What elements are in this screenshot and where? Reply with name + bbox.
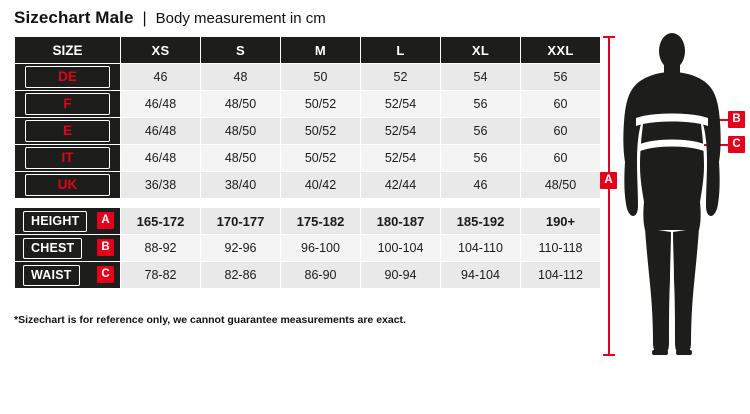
- height-measure-cap-top: [603, 36, 615, 38]
- table-header-row: [15, 37, 601, 64]
- cell-it-xl: 56: [441, 145, 521, 172]
- cell-height-xs: 165-172: [121, 208, 201, 235]
- table-row: [15, 262, 601, 289]
- cell-uk-l: 42/44: [361, 172, 441, 199]
- cell-uk-xxl: 48/50: [521, 172, 601, 199]
- table-row: [15, 235, 601, 262]
- row-label-chest: [15, 235, 121, 262]
- title-subtitle: Body measurement in cm: [155, 10, 326, 27]
- body-figure: [600, 30, 750, 360]
- row-label-height: [15, 208, 121, 235]
- cell-waist-xxl: 104-112: [521, 262, 601, 289]
- cell-uk-xs: 36/38: [121, 172, 201, 199]
- cell-it-l: 52/54: [361, 145, 441, 172]
- cell-waist-m: 86-90: [281, 262, 361, 289]
- cell-de-xs: 46: [121, 64, 201, 91]
- table-row: [15, 118, 601, 145]
- cell-height-m: 175-182: [281, 208, 361, 235]
- row-label-uk: [15, 172, 121, 199]
- page-title: [14, 8, 326, 28]
- figure-tag-b: B: [728, 111, 745, 128]
- cell-chest-xs: 88-92: [121, 235, 201, 262]
- figure-tag-a: A: [600, 172, 617, 189]
- cell-it-m: 50/52: [281, 145, 361, 172]
- cell-height-l: 180-187: [361, 208, 441, 235]
- row-label-uk-text: UK: [25, 174, 110, 196]
- cell-f-l: 52/54: [361, 91, 441, 118]
- cell-waist-xl: 94-104: [441, 262, 521, 289]
- tag-b-badge: B: [97, 239, 114, 256]
- cell-it-xxl: 60: [521, 145, 601, 172]
- row-label-f-text: F: [25, 93, 110, 115]
- figure-tag-c: C: [728, 136, 745, 153]
- column-header-m: M: [281, 37, 361, 64]
- cell-chest-xl: 104-110: [441, 235, 521, 262]
- row-label-e-text: E: [25, 120, 110, 142]
- cell-e-l: 52/54: [361, 118, 441, 145]
- cell-chest-s: 92-96: [201, 235, 281, 262]
- cell-e-s: 48/50: [201, 118, 281, 145]
- cell-it-s: 48/50: [201, 145, 281, 172]
- row-label-waist-text: WAIST: [23, 265, 80, 286]
- male-silhouette-icon: [616, 32, 728, 358]
- cell-uk-s: 38/40: [201, 172, 281, 199]
- cell-chest-m: 96-100: [281, 235, 361, 262]
- cell-f-s: 48/50: [201, 91, 281, 118]
- cell-waist-l: 90-94: [361, 262, 441, 289]
- row-label-chest-text: CHEST: [23, 238, 82, 259]
- cell-height-xl: 185-192: [441, 208, 521, 235]
- cell-de-m: 50: [281, 64, 361, 91]
- cell-e-m: 50/52: [281, 118, 361, 145]
- footnote: *Sizechart is for reference only, we cannot guarantee measurements are exact.: [14, 314, 406, 326]
- cell-f-xxl: 60: [521, 91, 601, 118]
- row-label-height-text: HEIGHT: [23, 211, 87, 232]
- cell-e-xs: 46/48: [121, 118, 201, 145]
- row-label-it-text: IT: [25, 147, 110, 169]
- column-header-l: L: [361, 37, 441, 64]
- sizechart-table: [14, 36, 601, 289]
- cell-height-s: 170-177: [201, 208, 281, 235]
- cell-e-xl: 56: [441, 118, 521, 145]
- table-row: [15, 91, 601, 118]
- cell-f-xl: 56: [441, 91, 521, 118]
- table-spacer: [15, 199, 601, 208]
- cell-de-s: 48: [201, 64, 281, 91]
- column-header-xl: XL: [441, 37, 521, 64]
- row-label-f: [15, 91, 121, 118]
- row-label-de: [15, 64, 121, 91]
- cell-de-l: 52: [361, 64, 441, 91]
- cell-chest-xxl: 110-118: [521, 235, 601, 262]
- tag-a-badge: A: [97, 212, 114, 229]
- cell-chest-l: 100-104: [361, 235, 441, 262]
- height-measure-cap-bottom: [603, 354, 615, 356]
- cell-waist-s: 82-86: [201, 262, 281, 289]
- cell-uk-m: 40/42: [281, 172, 361, 199]
- table-row: [15, 172, 601, 199]
- row-label-waist: [15, 262, 121, 289]
- cell-it-xs: 46/48: [121, 145, 201, 172]
- column-header-xxl: XXL: [521, 37, 601, 64]
- column-header-s: S: [201, 37, 281, 64]
- table-row: [15, 64, 601, 91]
- cell-f-m: 50/52: [281, 91, 361, 118]
- cell-de-xxl: 56: [521, 64, 601, 91]
- cell-height-xxl: 190+: [521, 208, 601, 235]
- cell-e-xxl: 60: [521, 118, 601, 145]
- title-separator: |: [142, 10, 147, 27]
- row-label-e: [15, 118, 121, 145]
- sizechart-table-wrap: [14, 36, 600, 289]
- height-measure-line: [608, 36, 610, 356]
- cell-waist-xs: 78-82: [121, 262, 201, 289]
- title-main: Sizechart Male: [14, 8, 134, 27]
- row-label-de-text: DE: [25, 66, 110, 88]
- cell-f-xs: 46/48: [121, 91, 201, 118]
- cell-de-xl: 54: [441, 64, 521, 91]
- cell-uk-xl: 46: [441, 172, 521, 199]
- column-header-size: SIZE: [15, 37, 121, 64]
- table-spacer-row: [15, 199, 601, 208]
- table-row: [15, 208, 601, 235]
- column-header-xs: XS: [121, 37, 201, 64]
- tag-c-badge: C: [97, 266, 114, 283]
- table-row: [15, 145, 601, 172]
- row-label-it: [15, 145, 121, 172]
